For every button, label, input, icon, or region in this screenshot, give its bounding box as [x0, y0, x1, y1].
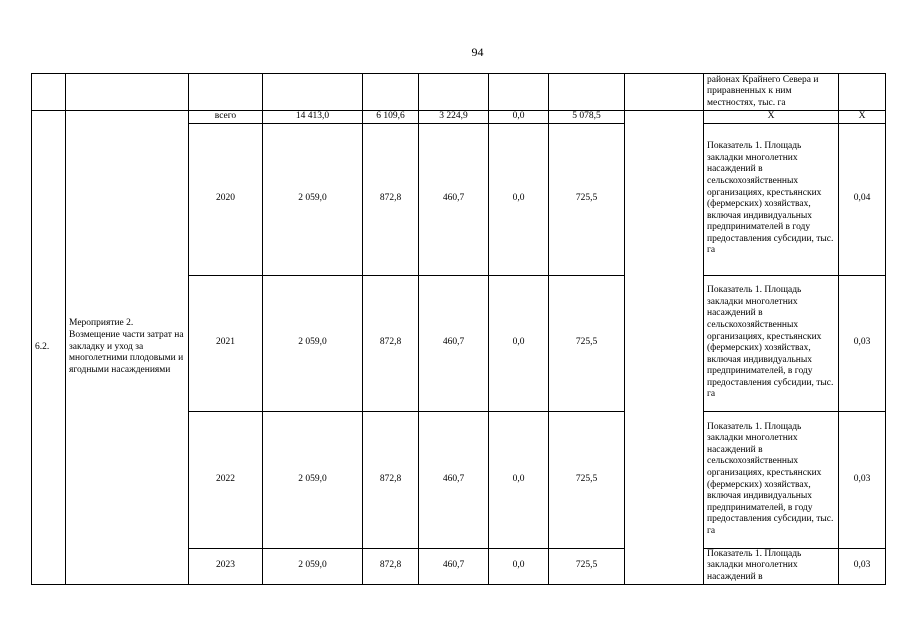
- empty-cell: [489, 74, 549, 111]
- page-number: 94: [471, 45, 484, 59]
- total-row: [32, 111, 886, 124]
- empty-cell: [419, 74, 489, 111]
- empty-cell: [32, 74, 66, 111]
- value-cell: 872,8: [363, 123, 419, 275]
- empty-cell: [839, 74, 886, 111]
- indicator-cell: Показатель 1. Площадь закладки многолетних насаждений в: [704, 548, 839, 584]
- value-cell: 460,7: [419, 275, 489, 411]
- indicator-cell: Показатель 1. Площадь закладки многолетних насаждений в сельскохозяйственных организациях, крестьянских (фермерских) хозяйствах, включая индивидуальных предпринимателей в году предоставления субсидии, тыс. га: [704, 123, 839, 275]
- indicator-cell: Показатель 1. Площадь закладки многолетних насаждений в сельскохозяйственных организациях, крестьянских (фермерских) хозяйствах, включая индивидуальных предпринимателей, в году предоставления субсидии, тыс. га: [704, 411, 839, 548]
- indicator-value-cell: 0,03: [839, 275, 886, 411]
- empty-cell: [263, 74, 363, 111]
- indicator-cell: X: [704, 111, 839, 124]
- indicator-value-cell: X: [839, 111, 886, 124]
- value-cell: 6 109,6: [363, 111, 419, 124]
- empty-cell: [625, 74, 704, 111]
- value-cell: 460,7: [419, 123, 489, 275]
- value-cell: 0,0: [489, 123, 549, 275]
- value-cell: 872,8: [363, 548, 419, 584]
- total-cell: 2 059,0: [263, 411, 363, 548]
- value-cell: 872,8: [363, 275, 419, 411]
- value-cell: 725,5: [549, 275, 625, 411]
- empty-cell: [66, 74, 189, 111]
- value-cell: 5 078,5: [549, 111, 625, 124]
- indicator-value-cell: 0,03: [839, 548, 886, 584]
- indicator-cell: Показатель 1. Площадь закладки многолетних насаждений в сельскохозяйственных организациях, крестьянских (фермерских) хозяйствах, включая индивидуальных предпринимателей, в году предоставления субсидии, тыс. га: [704, 275, 839, 411]
- total-cell: 14 413,0: [263, 111, 363, 124]
- year-cell: 2020: [189, 123, 263, 275]
- year-cell: 2021: [189, 275, 263, 411]
- value-cell: 460,7: [419, 548, 489, 584]
- empty-cell: [549, 74, 625, 111]
- empty-cell: [625, 111, 704, 585]
- total-cell: 2 059,0: [263, 548, 363, 584]
- indicator-value-cell: 0,04: [839, 123, 886, 275]
- value-cell: 0,0: [489, 548, 549, 584]
- value-cell: 725,5: [549, 411, 625, 548]
- event-title: Мероприятие 2. Возмещение части затрат на закладку и уход за многолетними плодовыми и ягодными насаждениями: [66, 111, 189, 585]
- carry-over-row: [32, 74, 886, 111]
- value-cell: 725,5: [549, 548, 625, 584]
- value-cell: 460,7: [419, 411, 489, 548]
- value-cell: 872,8: [363, 411, 419, 548]
- empty-cell: [363, 74, 419, 111]
- budget-table: [31, 73, 886, 585]
- empty-cell: [189, 74, 263, 111]
- year-cell: 2023: [189, 548, 263, 584]
- value-cell: 725,5: [549, 123, 625, 275]
- value-cell: 0,0: [489, 411, 549, 548]
- total-cell: 2 059,0: [263, 123, 363, 275]
- year-cell: 2022: [189, 411, 263, 548]
- total-cell: 2 059,0: [263, 275, 363, 411]
- value-cell: 0,0: [489, 111, 549, 124]
- carry-over-indicator: районах Крайнего Севера и приравненных к ним местностях, тыс. га: [704, 74, 839, 111]
- value-cell: 3 224,9: [419, 111, 489, 124]
- year-cell: всего: [189, 111, 263, 124]
- indicator-value-cell: 0,03: [839, 411, 886, 548]
- event-number: 6.2.: [32, 111, 66, 585]
- value-cell: 0,0: [489, 275, 549, 411]
